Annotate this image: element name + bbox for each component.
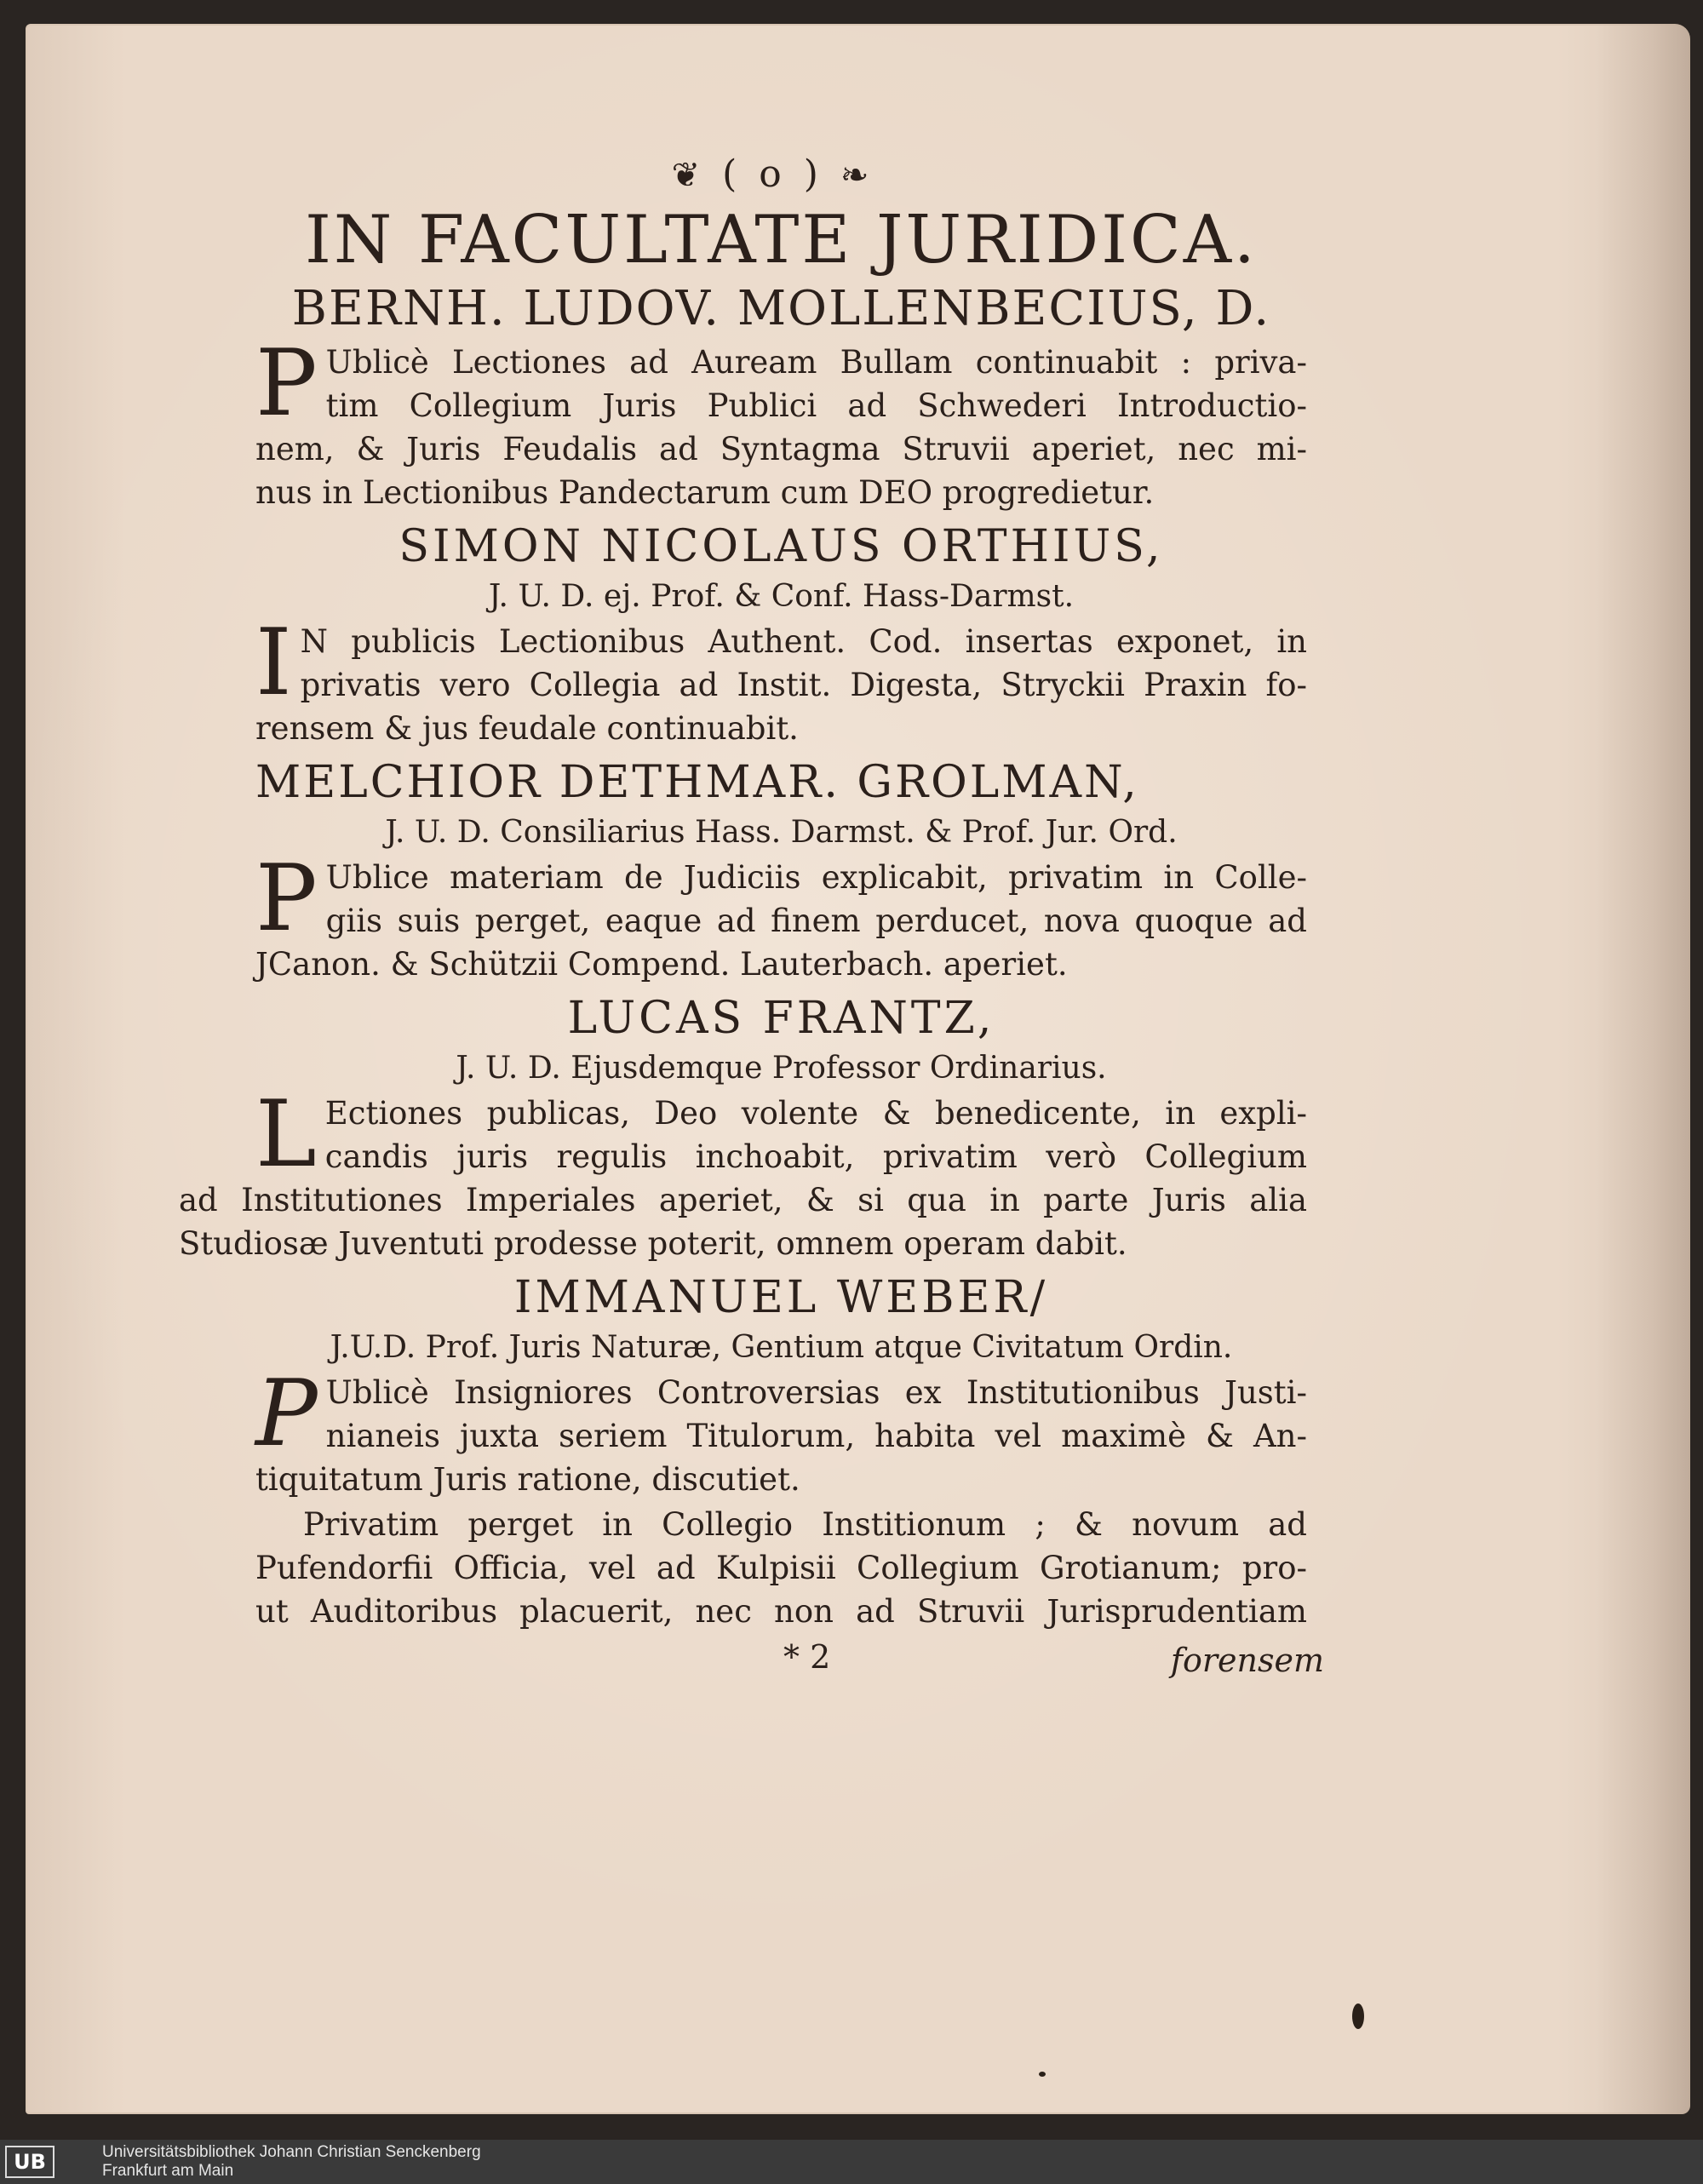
fleuron-right-icon: ❧ <box>840 156 874 195</box>
text-line: nem, & Juris Feudalis ad Syntagma Struvii aperiet, nec mi- <box>255 431 1307 467</box>
lecture-paragraph <box>255 330 1307 514</box>
page-edge-shadow <box>1597 24 1690 2114</box>
text-line: Pufendorfii Officia, vel ad Kulpisii Collegium Grotianum; pro- <box>255 1550 1307 1586</box>
lecture-paragraph <box>179 1081 1307 1265</box>
drop-cap: P <box>255 1361 318 1467</box>
text-line: giis suis perget, eaque ad finem perducet, nova quoque ad <box>325 903 1307 939</box>
text-line: Ublicè Insigniores Controversias ex Institutionibus Justi- <box>325 1374 1307 1411</box>
lecture-paragraph <box>255 610 1307 750</box>
professor-name: SIMON NICOLAUS ORTHIUS, <box>399 521 1164 572</box>
private-lectures-paragraph <box>255 1503 1307 1633</box>
faculty-title: IN FACULTATE JURIDICA. <box>305 202 1258 278</box>
text-line: ad Institutiones Imperiales aperiet, & si qua in parte Juris alia <box>179 1182 1307 1218</box>
text-line: tiquitatum Juris ratione, discutiet. <box>255 1461 800 1498</box>
text-line: tim Collegium Juris Publici ad Schwederi Introductio- <box>325 387 1307 424</box>
text-line: candis juris regulis inchoabit, privatim verò Collegium <box>324 1138 1307 1175</box>
ink-stain <box>1352 2003 1364 2029</box>
professor-title: J.U.D. Prof. Juris Naturæ, Gentium atque Civitatum Ordin. <box>330 1330 1233 1365</box>
text-line: rensem & jus feudale continuabit. <box>255 710 799 747</box>
text-line: nianeis juxta seriem Titulorum, habita vel maximè & An- <box>325 1418 1307 1454</box>
drop-cap: L <box>255 1081 317 1188</box>
drop-cap: P <box>255 330 318 437</box>
professor-name: LUCAS FRANTZ, <box>567 993 995 1044</box>
library-city: Frankfurt am Main <box>102 2162 234 2180</box>
drop-cap: P <box>255 846 318 952</box>
text-line: Ectiones publicas, Deo volente & benedicente, in expli- <box>324 1095 1307 1132</box>
text-line: Privatim perget in Collegio Institionum ; & novum ad <box>303 1506 1307 1543</box>
text-line: JCanon. & Schützii Compend. Lauterbach. aperiet. <box>255 946 1068 983</box>
ub-logo-icon: UB <box>5 2146 54 2178</box>
library-footer <box>0 2140 1703 2184</box>
text-line: Ublicè Lectiones ad Auream Bullam continuabit : priva- <box>325 344 1307 381</box>
ink-stain <box>1039 2072 1046 2077</box>
library-logo <box>5 2145 54 2179</box>
text-line: Studiosæ Juventuti prodesse poterit, omnem operam dabit. <box>179 1225 1127 1262</box>
drop-cap: I <box>255 610 292 716</box>
fleuron-left-icon: ❦ <box>671 156 706 195</box>
page-foot <box>255 1638 1324 1686</box>
professor-name: IMMANUEL WEBER/ <box>513 1272 1049 1323</box>
professor-title: J. U. D. Consiliarius Hass. Darmst. & Prof. Jur. Ord. <box>385 815 1178 850</box>
page-header <box>238 149 1307 201</box>
professor-title: J. U. D. ej. Prof. & Conf. Hass-Darmst. <box>488 579 1075 614</box>
text-line: N publicis Lectionibus Authent. Cod. insertas exponet, in <box>300 623 1307 660</box>
text-line: ut Auditoribus placuerit, nec non ad Struvii Jurisprudentiam <box>255 1593 1307 1630</box>
page-number: ( o ) <box>722 152 823 196</box>
page-content <box>179 149 1324 1686</box>
lecture-paragraph <box>255 1361 1307 1501</box>
catchword: forensem <box>1170 1642 1324 1679</box>
library-name: Universitätsbibliothek Johann Christian Senckenberg <box>102 2143 481 2161</box>
signature-mark: * 2 <box>783 1638 831 1676</box>
text-line: privatis vero Collegia ad Instit. Digesta, Stryckii Praxin fo- <box>300 667 1307 703</box>
text-line: Ublice materiam de Judiciis explicabit, privatim in Colle- <box>325 859 1307 896</box>
library-credit <box>102 2143 481 2181</box>
professor-name: MELCHIOR DETHMAR. GROLMAN, <box>255 757 1139 808</box>
lecture-paragraph <box>255 846 1307 986</box>
professor-title: J. U. D. Ejusdemque Professor Ordinarius. <box>456 1051 1107 1086</box>
text-line: nus in Lectionibus Pandectarum cum DEO progredietur. <box>255 474 1155 511</box>
professor-name: BERNH. LUDOV. MOLLENBECIUS, D. <box>291 281 1271 336</box>
